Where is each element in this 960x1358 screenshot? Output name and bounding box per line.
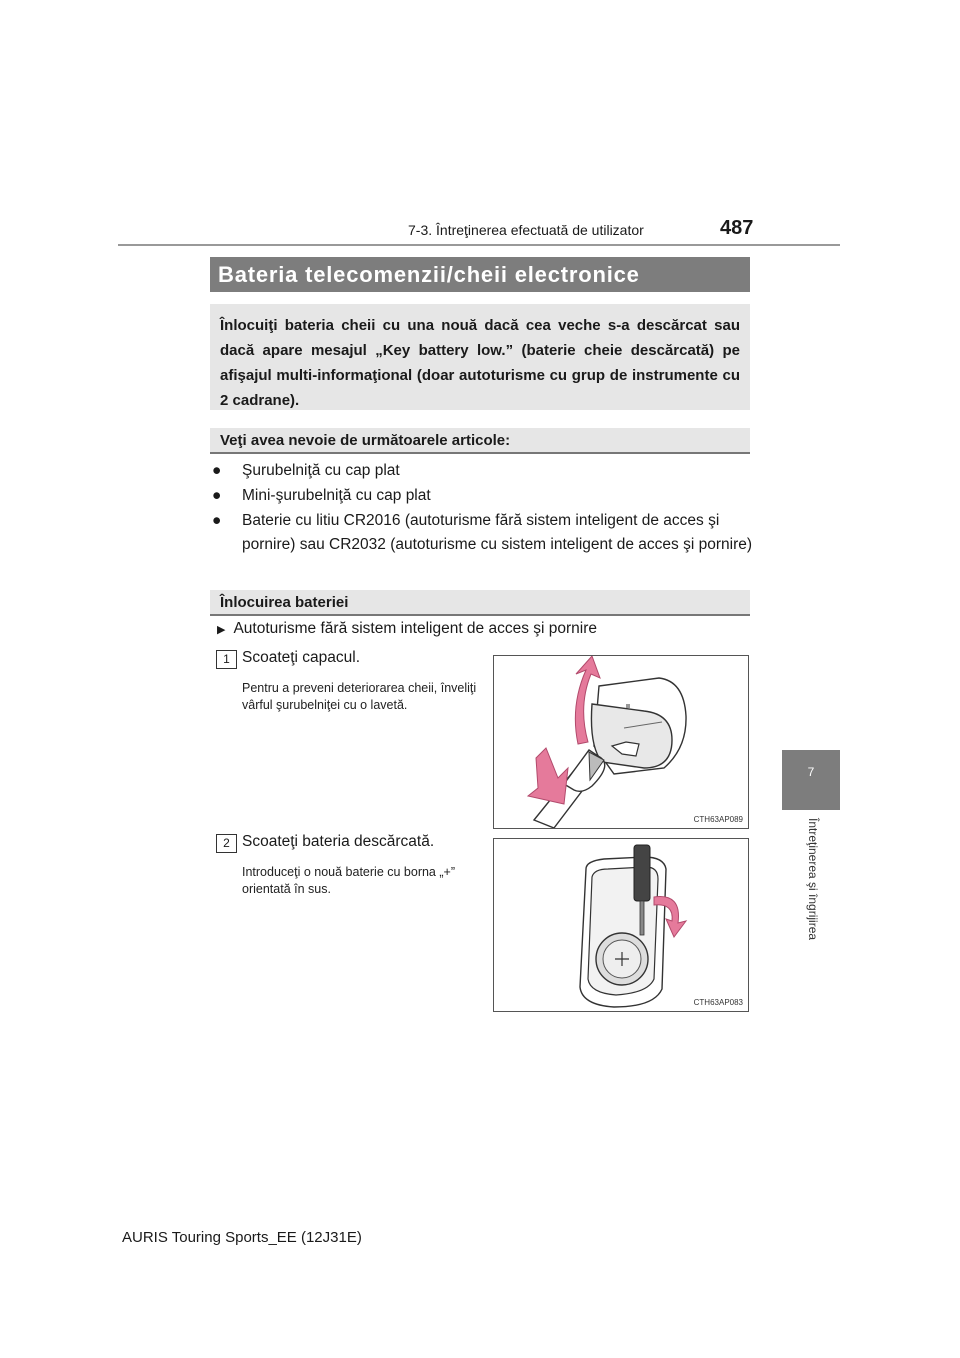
list-item-text: Şurubelniţă cu cap plat <box>242 462 400 479</box>
figure-remove-cover <box>493 655 749 829</box>
step-note: Introduceţi o nouă baterie cu borna „+” orientată în sus. <box>242 865 455 896</box>
triangle-right-icon: ▶ <box>217 624 226 636</box>
list-item-text: Mini-şurubelniţă cu cap plat <box>242 487 431 504</box>
condition-line <box>217 620 597 638</box>
bullet-icon: ● <box>212 487 222 504</box>
step-text: Scoateţi bateria descărcată. <box>242 833 435 850</box>
title-bar <box>210 257 750 292</box>
key-cover-illustration <box>494 656 749 829</box>
battery-removal-illustration <box>494 839 749 1012</box>
condition-text: Autoturisme fără sistem inteligent de acces şi pornire <box>233 620 598 637</box>
intro-box: Înlocuiţi bateria cheii cu una nouă dacă cea veche s-a descărcat sau dacă apare mesajul „Key battery low.” (baterie cheie descărcată) pe afişajul multi-informaţional (doar autoturisme cu grup de instrumente cu 2 cadrane). <box>210 304 750 410</box>
figure-remove-battery <box>493 838 749 1012</box>
step-number: 1 <box>216 650 237 669</box>
replace-heading-bar <box>210 590 750 616</box>
header-divider <box>118 244 840 246</box>
page-title: Bateria telecomenzii/cheii electronice <box>218 262 640 287</box>
items-heading-bar <box>210 428 750 454</box>
step-note: Pentru a preveni deteriorarea cheii, înveliţi vârful şurubelniţei cu o lavetă. <box>242 681 477 712</box>
section-header: 7-3. Întreţinerea efectuată de utilizator <box>408 222 644 238</box>
chapter-title: Întreţinerea şi îngrijirea <box>806 818 820 941</box>
bullet-icon: ● <box>212 462 222 479</box>
replace-heading: Înlocuirea bateriei <box>220 594 349 611</box>
list-item <box>212 509 752 581</box>
chapter-tab <box>782 750 840 810</box>
figure-code: CTH63AP089 <box>693 815 743 824</box>
step-number: 2 <box>216 834 237 853</box>
figure-code: CTH63AP083 <box>693 998 743 1007</box>
page-number: 487 <box>720 217 754 239</box>
chapter-number: 7 <box>807 765 815 779</box>
bullet-icon: ● <box>212 512 222 529</box>
footer-model: AURIS Touring Sports_EE (12J31E) <box>122 1229 362 1246</box>
items-heading: Veţi avea nevoie de următoarele articole: <box>220 432 511 449</box>
step-text: Scoateţi capacul. <box>242 649 361 666</box>
list-item-text: Baterie cu litiu CR2016 (autoturisme fără sistem inteligent de acces şi pornire) sau CR2032 (autoturisme cu sistem inteligent de acces şi pornire) <box>242 512 753 553</box>
